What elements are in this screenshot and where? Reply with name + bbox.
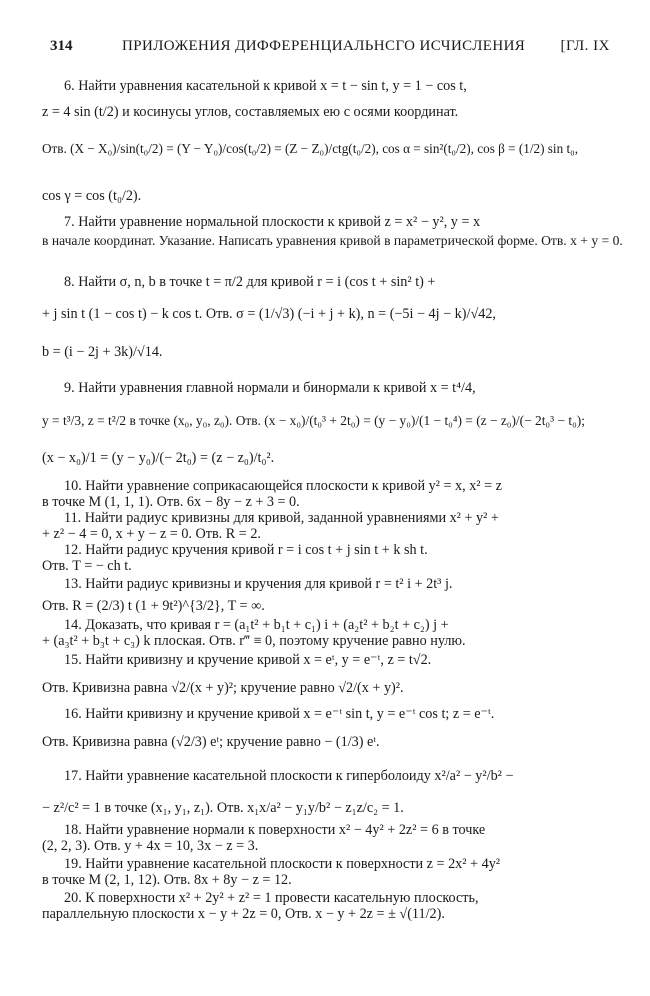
problem-6-line-2: z = 4 sin (t/2) и косинусы углов, составляемых ею с осями координат. xyxy=(42,104,459,120)
problem-17-line-1: 17. Найти уравнение касательной плоскости к гиперболоиду x²/a² − y²/b² − xyxy=(64,768,514,784)
problem-13-line-2: Отв. R = (2/3) t (1 + 9t²)^{3/2}, T = ∞. xyxy=(42,598,265,614)
problem-11-line-2: + z² − 4 = 0, x + y − z = 0. Отв. R = 2. xyxy=(42,526,261,542)
problem-13-line-1: 13. Найти радиус кривизны и кручения для кривой r = t² i + 2t³ j. xyxy=(64,576,453,592)
problem-7-line-2: в начале координат. Указание. Написать уравнения кривой в параметрической форме. Отв. x + y = 0. xyxy=(42,233,623,248)
page-number: 314 xyxy=(50,38,73,54)
chapter-label: [ГЛ. IX xyxy=(560,38,610,54)
problem-10-line-2: в точке M (1, 1, 1). Отв. 6x − 8y − z + 3 = 0. xyxy=(42,494,300,510)
problem-20-line-1: 20. К поверхности x² + 2y² + z² = 1 провести касательную плоскость, xyxy=(64,890,479,906)
problem-18-line-2: (2, 2, 3). Отв. y + 4x = 10, 3x − z = 3. xyxy=(42,838,259,854)
problem-15-line-2: Отв. Кривизна равна √2/(x + y)²; кручение равно √2/(x + y)². xyxy=(42,680,404,696)
problem-19-line-2: в точке M (2, 1, 12). Отв. 8x + 8y − z = 12. xyxy=(42,872,292,888)
problem-7-line-1: 7. Найти уравнение нормальной плоскости к кривой z = x² − y², y = x xyxy=(64,214,481,230)
problem-16-line-1: 16. Найти кривизну и кручение кривой x = e⁻ᵗ sin t, y = e⁻ᵗ cos t; z = e⁻ᵗ. xyxy=(64,706,495,722)
running-title: ПРИЛОЖЕНИЯ ДИФФЕРЕНЦИАЛЬНСГО ИСЧИСЛЕНИЯ xyxy=(122,38,526,54)
problem-6-answer-line-2: cos γ = cos (t₀/2). xyxy=(42,188,142,204)
problem-12-line-1: 12. Найти радиус кручения кривой r = i cos t + j sin t + k sh t. xyxy=(64,542,428,558)
problem-15-line-1: 15. Найти кривизну и кручение кривой x = eᵗ, y = e⁻ᵗ, z = t√2. xyxy=(64,652,432,668)
problem-8-line-2: + j sin t (1 − cos t) − k cos t. Отв. σ = (1/√3) (−i + j + k), n = (−5i − 4j − k)/√42, xyxy=(42,306,496,322)
problem-6-answer-line-1: Отв. (X − X₀)/sin(t₀/2) = (Y − Y₀)/cos(t₀/2) = (Z − Z₀)/ctg(t₀/2), cos α = sin²(t₀/2), cos β = (1/2) sin t₀, xyxy=(42,141,579,156)
problem-17-line-2: − z²/c² = 1 в точке (x₁, y₁, z₁). Отв. x₁x/a² − y₁y/b² − z₁z/c₂ = 1. xyxy=(42,800,404,816)
page-header xyxy=(50,38,610,58)
problem-14-line-1: 14. Доказать, что кривая r = (a₁t² + b₁t + c₁) i + (a₂t² + b₂t + c₂) j + xyxy=(64,617,449,633)
problem-9-line-3: (x − x₀)/1 = (y − y₀)/(− 2t₀) = (z − z₀)/t₀². xyxy=(42,450,275,466)
problem-9-line-2: y = t³/3, z = t²/2 в точке (x₀, y₀, z₀). Отв. (x − x₀)/(t₀³ + 2t₀) = (y − y₀)/(1 − t₀⁴) = (z − z₀)/(− 2t₀³ − t₀); xyxy=(42,413,585,428)
problem-10-line-1: 10. Найти уравнение соприкасающейся плоскости к кривой y² = x, x² = z xyxy=(64,478,502,494)
problem-20-line-2: параллельную плоскости x − y + 2z = 0, Отв. x − y + 2z = ± √(11/2). xyxy=(42,906,445,922)
problem-8-line-3: b = (i − 2j + 3k)/√14. xyxy=(42,344,163,360)
problem-8-line-1: 8. Найти σ, n, b в точке t = π/2 для кривой r = i (cos t + sin² t) + xyxy=(64,274,436,290)
problem-14-line-2: + (a₃t² + b₃t + c₃) k плоская. Отв. r‴ ≡ 0, поэтому кручение равно нулю. xyxy=(42,633,466,649)
problem-12-line-2: Отв. T = − ch t. xyxy=(42,558,132,574)
problem-19-line-1: 19. Найти уравнение касательной плоскости к поверхности z = 2x² + 4y² xyxy=(64,856,501,872)
problem-18-line-1: 18. Найти уравнение нормали к поверхности x² − 4y² + 2z² = 6 в точке xyxy=(64,822,486,838)
problem-9-line-1: 9. Найти уравнения главной нормали и бинормали к кривой x = t⁴/4, xyxy=(64,380,476,396)
problem-16-line-2: Отв. Кривизна равна (√2/3) eᵗ; кручение равно − (1/3) eᵗ. xyxy=(42,734,380,750)
problem-6-line-1: 6. Найти уравнения касательной к кривой x = t − sin t, y = 1 − cos t, xyxy=(64,78,467,94)
problem-11-line-1: 11. Найти радиус кривизны для кривой, заданной уравнениями x² + y² + xyxy=(64,510,499,526)
